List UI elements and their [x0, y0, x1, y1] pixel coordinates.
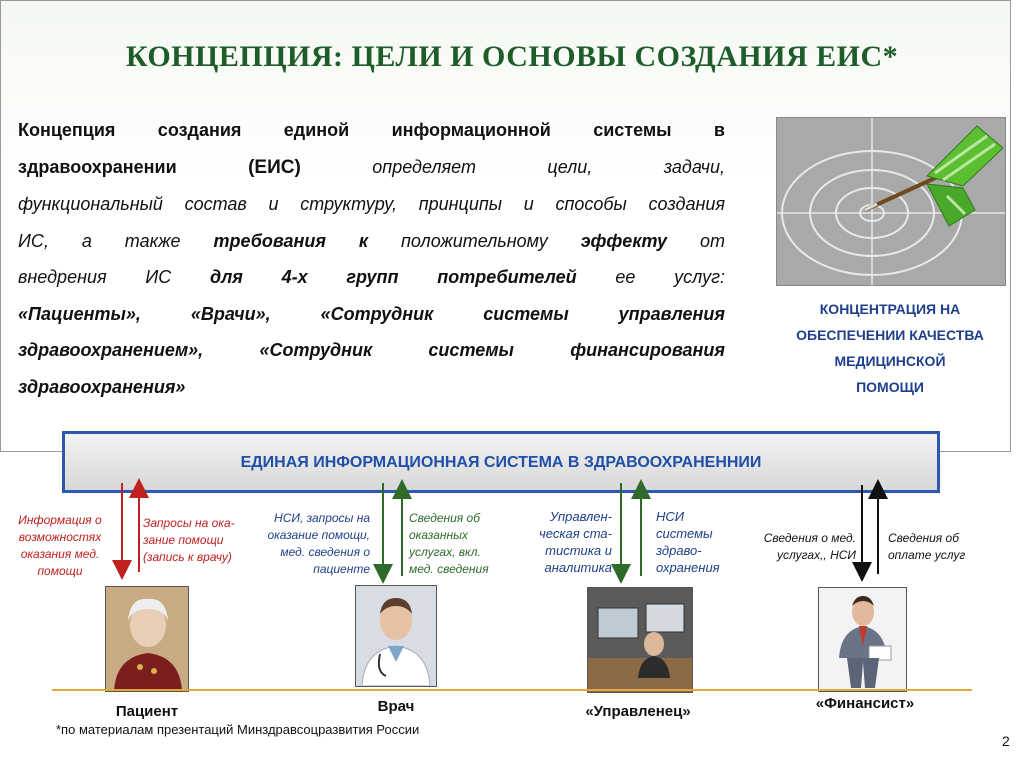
flow-text: Запросы на ока- — [143, 516, 235, 530]
text-l4a: ИС, а также — [18, 230, 181, 251]
financier-photo — [818, 587, 907, 692]
flow-text: оплате услуг — [888, 548, 966, 562]
flow-text: охранения — [656, 560, 720, 575]
text-l2a: здравоохранении — [18, 156, 177, 177]
manager-photo — [587, 587, 693, 693]
flow-text: Управлен- — [549, 509, 612, 524]
text-l5a: внедрения ИС — [18, 267, 172, 287]
caption-l2: ОБЕСПЕЧЕНИИ КАЧЕСТВА — [796, 327, 984, 343]
footnote: *по материалам презентаций Минздравсоцразвития России — [56, 722, 420, 737]
caption-l1: КОНЦЕНТРАЦИЯ НА — [819, 301, 961, 317]
text-l4d: эффекту — [580, 230, 668, 251]
flow-text: Информация о — [18, 513, 102, 527]
flow-text: зание помощи — [143, 533, 224, 547]
flow-fin-down — [736, 530, 856, 564]
flow-text: возможностях — [18, 530, 102, 544]
flow-doctor-down — [250, 510, 370, 578]
text-line-7: здравоохранением», «Сотрудник системы финансирования — [18, 340, 725, 360]
text-l5b: для 4-х групп потребителей — [209, 267, 577, 287]
flow-text: услугах,, НСИ — [776, 548, 856, 562]
flow-text: аналитика — [544, 560, 612, 575]
manager-avatar-icon — [588, 588, 692, 692]
flow-text: системы — [656, 526, 713, 541]
text-l4e: от — [699, 230, 725, 251]
doctor-photo — [355, 585, 437, 687]
flow-text: оказание помощи, — [267, 528, 370, 542]
flow-text: НСИ — [656, 509, 685, 524]
text-l2b: (ЕИС) — [248, 156, 301, 178]
text-l2c: определяет цели, задачи, — [372, 156, 725, 177]
flow-text: помощи — [37, 564, 83, 578]
label-patient: Пациент — [115, 703, 179, 720]
text-l1: Концепция создания единой информационной системы в — [18, 120, 725, 140]
flow-text: Сведения о мед. — [763, 531, 856, 545]
flow-text: мед. сведения о — [280, 545, 370, 559]
eis-box: ЕДИНАЯ ИНФОРМАЦИОННАЯ СИСТЕМА В ЗДРАВООХРАНЕННИИ — [62, 431, 940, 493]
baseline-divider — [52, 689, 972, 691]
flow-text: оказания мед. — [20, 547, 100, 561]
flow-doctor-up — [409, 510, 509, 578]
patient-avatar-icon — [106, 587, 188, 691]
flow-patient-down — [8, 512, 112, 580]
doctor-avatar-icon — [356, 586, 436, 686]
page-title: КОНЦЕПЦИЯ: ЦЕЛИ И ОСНОВЫ СОЗДАНИЯ ЕИС* — [125, 40, 899, 73]
label-doctor: Врач — [377, 698, 415, 715]
text-l4b: требования к — [213, 230, 369, 251]
label-manager: «Управленец» — [585, 703, 691, 720]
financier-avatar-icon — [819, 588, 906, 691]
flow-fin-up — [888, 530, 998, 564]
flow-manager-up — [656, 508, 746, 576]
flow-patient-up — [143, 515, 253, 566]
text-line-6: «Пациенты», «Врачи», «Сотрудник системы управления — [18, 303, 725, 324]
flow-text: Сведения об — [409, 511, 480, 525]
flow-text: ческая ста- — [539, 526, 612, 541]
flow-text: мед. сведения — [409, 562, 489, 576]
label-financier: «Финансист» — [815, 695, 915, 712]
flow-text: оказанных — [409, 528, 468, 542]
text-line-8: здравоохранения» — [18, 376, 186, 397]
flow-text: тистика и — [545, 543, 612, 558]
flow-text: услугах, вкл. — [409, 545, 481, 559]
caption-l4: ПОМОЩИ — [856, 379, 924, 395]
flow-text: Сведения об — [888, 531, 959, 545]
page-number: 2 — [1002, 733, 1010, 749]
caption-l3: МЕДИЦИНСКОЙ — [834, 353, 946, 369]
flow-text: (запись к врачу) — [143, 550, 232, 564]
text-l4c: положительному — [401, 230, 548, 251]
flow-text: НСИ, запросы на — [274, 511, 370, 525]
text-line-3: функциональный состав и структуру, принципы и способы создания — [18, 194, 725, 214]
flow-text: пациенте — [313, 562, 370, 576]
text-l5c: ее услуг: — [615, 267, 725, 287]
patient-photo — [105, 586, 189, 692]
flow-manager-down — [516, 508, 612, 576]
flow-text: здраво- — [656, 543, 702, 558]
